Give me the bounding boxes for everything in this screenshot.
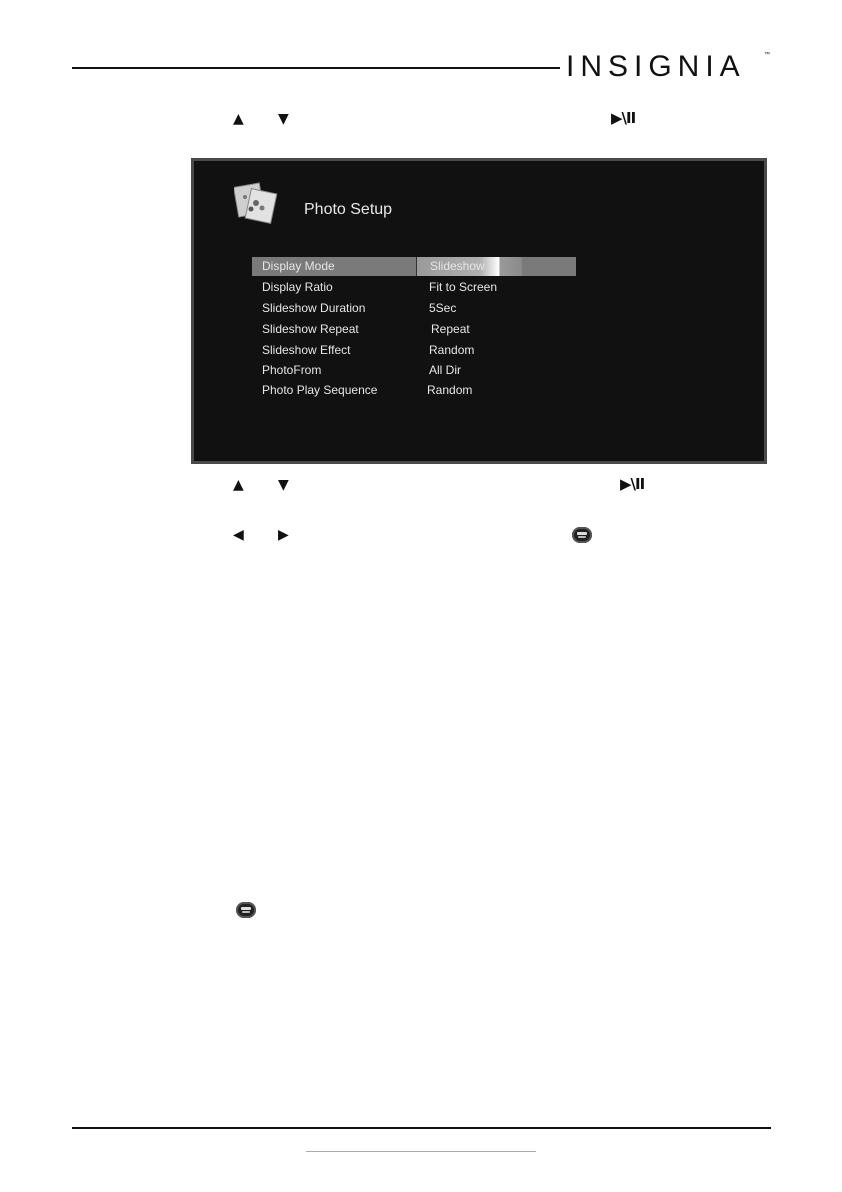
menu-item-label: Photo Play Sequence xyxy=(262,383,378,397)
right-arrow-icon: ▶ xyxy=(278,527,289,543)
trademark-mark: ™ xyxy=(764,52,770,58)
menu-item-value: Random xyxy=(429,343,475,357)
up-arrow-icon: ▲ xyxy=(233,477,244,493)
header-rule xyxy=(72,67,560,69)
down-arrow-icon: ▼ xyxy=(278,111,289,127)
setup-button-icon xyxy=(236,902,256,918)
footer-rule xyxy=(72,1127,771,1129)
menu-item-value: Repeat xyxy=(431,322,470,336)
menu-item-value: 5Sec xyxy=(429,301,457,315)
menu-item-label: PhotoFrom xyxy=(262,363,322,377)
menu-item-slideshow-duration[interactable] xyxy=(252,299,576,318)
menu-item-display-ratio[interactable] xyxy=(252,278,576,297)
photo-setup-screen xyxy=(191,158,767,464)
screen-title: Photo Setup xyxy=(304,201,393,218)
menu-item-value: Fit to Screen xyxy=(429,280,498,294)
play-pause-icon: ▶\II xyxy=(620,475,645,493)
menu-item-photo-play-sequence[interactable] xyxy=(252,381,576,400)
menu-item-label: Display Mode xyxy=(262,259,335,273)
menu-item-slideshow-effect[interactable] xyxy=(252,341,576,360)
menu-item-label: Slideshow Repeat xyxy=(262,322,359,336)
setup-button-icon xyxy=(572,527,592,543)
menu-item-photo-from[interactable] xyxy=(252,361,576,380)
brand-logo: INSIGNIA xyxy=(566,50,746,83)
menu-item-label: Display Ratio xyxy=(262,280,333,294)
menu-item-value: Slideshow xyxy=(430,259,485,273)
menu-item-slideshow-repeat[interactable] xyxy=(252,320,576,339)
menu-item-label: Slideshow Duration xyxy=(262,301,366,315)
menu-item-label: Slideshow Effect xyxy=(262,343,351,357)
menu-item-value: All Dir xyxy=(429,363,461,377)
photo-setup-icon xyxy=(234,181,280,225)
menu-divider xyxy=(416,257,417,276)
up-arrow-icon: ▲ xyxy=(233,111,244,127)
down-arrow-icon: ▼ xyxy=(278,477,289,493)
left-arrow-icon: ◀ xyxy=(233,527,244,543)
footer-link-underline xyxy=(306,1151,536,1152)
menu-item-display-mode[interactable] xyxy=(252,257,576,276)
play-pause-icon: ▶\II xyxy=(611,109,636,127)
menu-item-value: Random xyxy=(427,383,473,397)
